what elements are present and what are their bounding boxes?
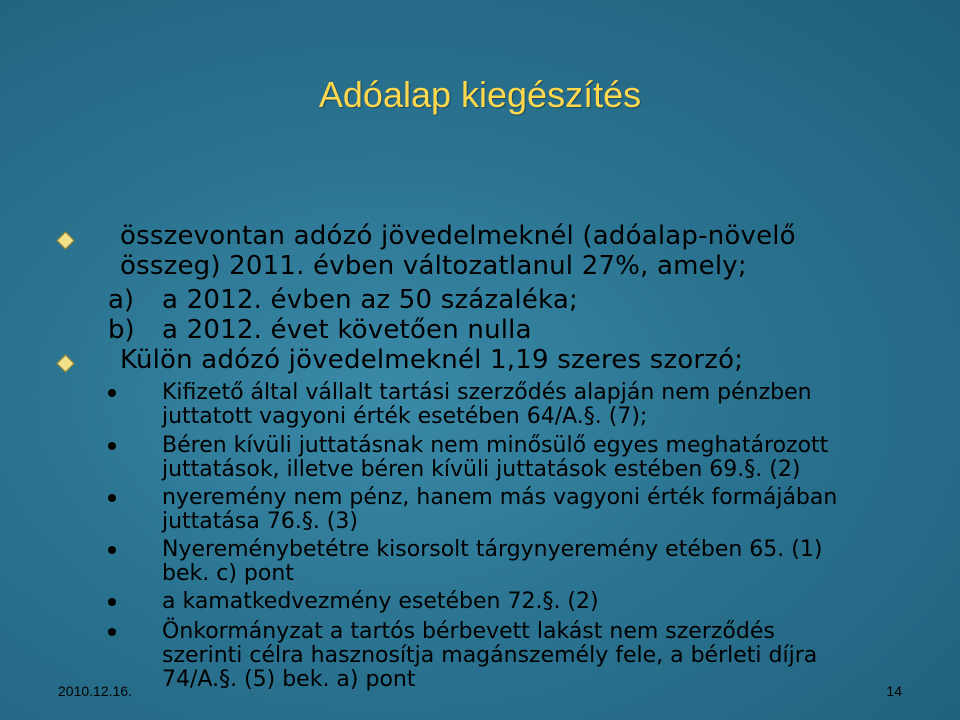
diamond-bullet-icon (56, 231, 74, 249)
dot-bullet-icon (108, 494, 116, 502)
sub-bullet-1-line-2: juttatott vagyoni érték esetében 64/A.§. (7); (162, 404, 648, 429)
diamond-bullet-icon (56, 354, 74, 372)
sub-bullet-6-line-2: szerinti célra hasznosítja magánszemély fele, a bérleti díjra (162, 643, 818, 668)
sub-bullet-1-line-1: Kifizető által vállalt tartási szerződés alapján nem pénzben (162, 380, 812, 405)
sub-bullet-5-line-1: a kamatkedvezmény esetében 72.§. (2) (162, 589, 599, 614)
sub-item-a: a 2012. évben az 50 százaléka; (162, 285, 578, 315)
dot-bullet-icon (108, 546, 116, 554)
sub-marker-b: b) (108, 315, 135, 345)
slide-title: Adóalap kiegészítés (318, 74, 642, 115)
sub-bullet-6-line-3: 74/A.§. (5) bek. a) pont (162, 667, 416, 692)
sub-bullet-4-line-2: bek. c) pont (162, 561, 294, 586)
sub-bullet-2-line-2: juttatások, illetve béren kívüli juttatások estében 69.§. (2) (162, 457, 801, 482)
dot-bullet-icon (108, 598, 116, 606)
sub-bullet-4-line-1: Nyereménybetétre kisorsolt tárgynyeremény etében 65. (1) (162, 537, 823, 562)
footer-date: 2010.12.16. (58, 683, 132, 699)
footer-page-number: 14 (886, 683, 902, 699)
bullet-1-line-2: összeg) 2011. évben változatlanul 27%, amely; (120, 251, 747, 281)
sub-item-b: a 2012. évet követően nulla (162, 315, 532, 345)
sub-bullet-3-line-2: juttatása 76.§. (3) (162, 509, 358, 534)
sub-bullet-2-line-1: Béren kívüli juttatásnak nem minősülő egyes meghatározott (162, 433, 829, 458)
sub-marker-a: a) (108, 285, 135, 315)
dot-bullet-icon (108, 628, 116, 636)
bullet-1-line-1: összevontan adózó jövedelmeknél (adóalap-növelő (120, 221, 796, 251)
dot-bullet-icon (108, 389, 116, 397)
dot-bullet-icon (108, 442, 116, 450)
bullet-2-line-1: Külön adózó jövedelmeknél 1,19 szeres szorzó; (120, 345, 744, 375)
sub-bullet-3-line-1: nyeremény nem pénz, hanem más vagyoni érték formájában (162, 485, 838, 510)
sub-bullet-6-line-1: Önkormányzat a tartós bérbevett lakást nem szerződés (162, 619, 775, 644)
